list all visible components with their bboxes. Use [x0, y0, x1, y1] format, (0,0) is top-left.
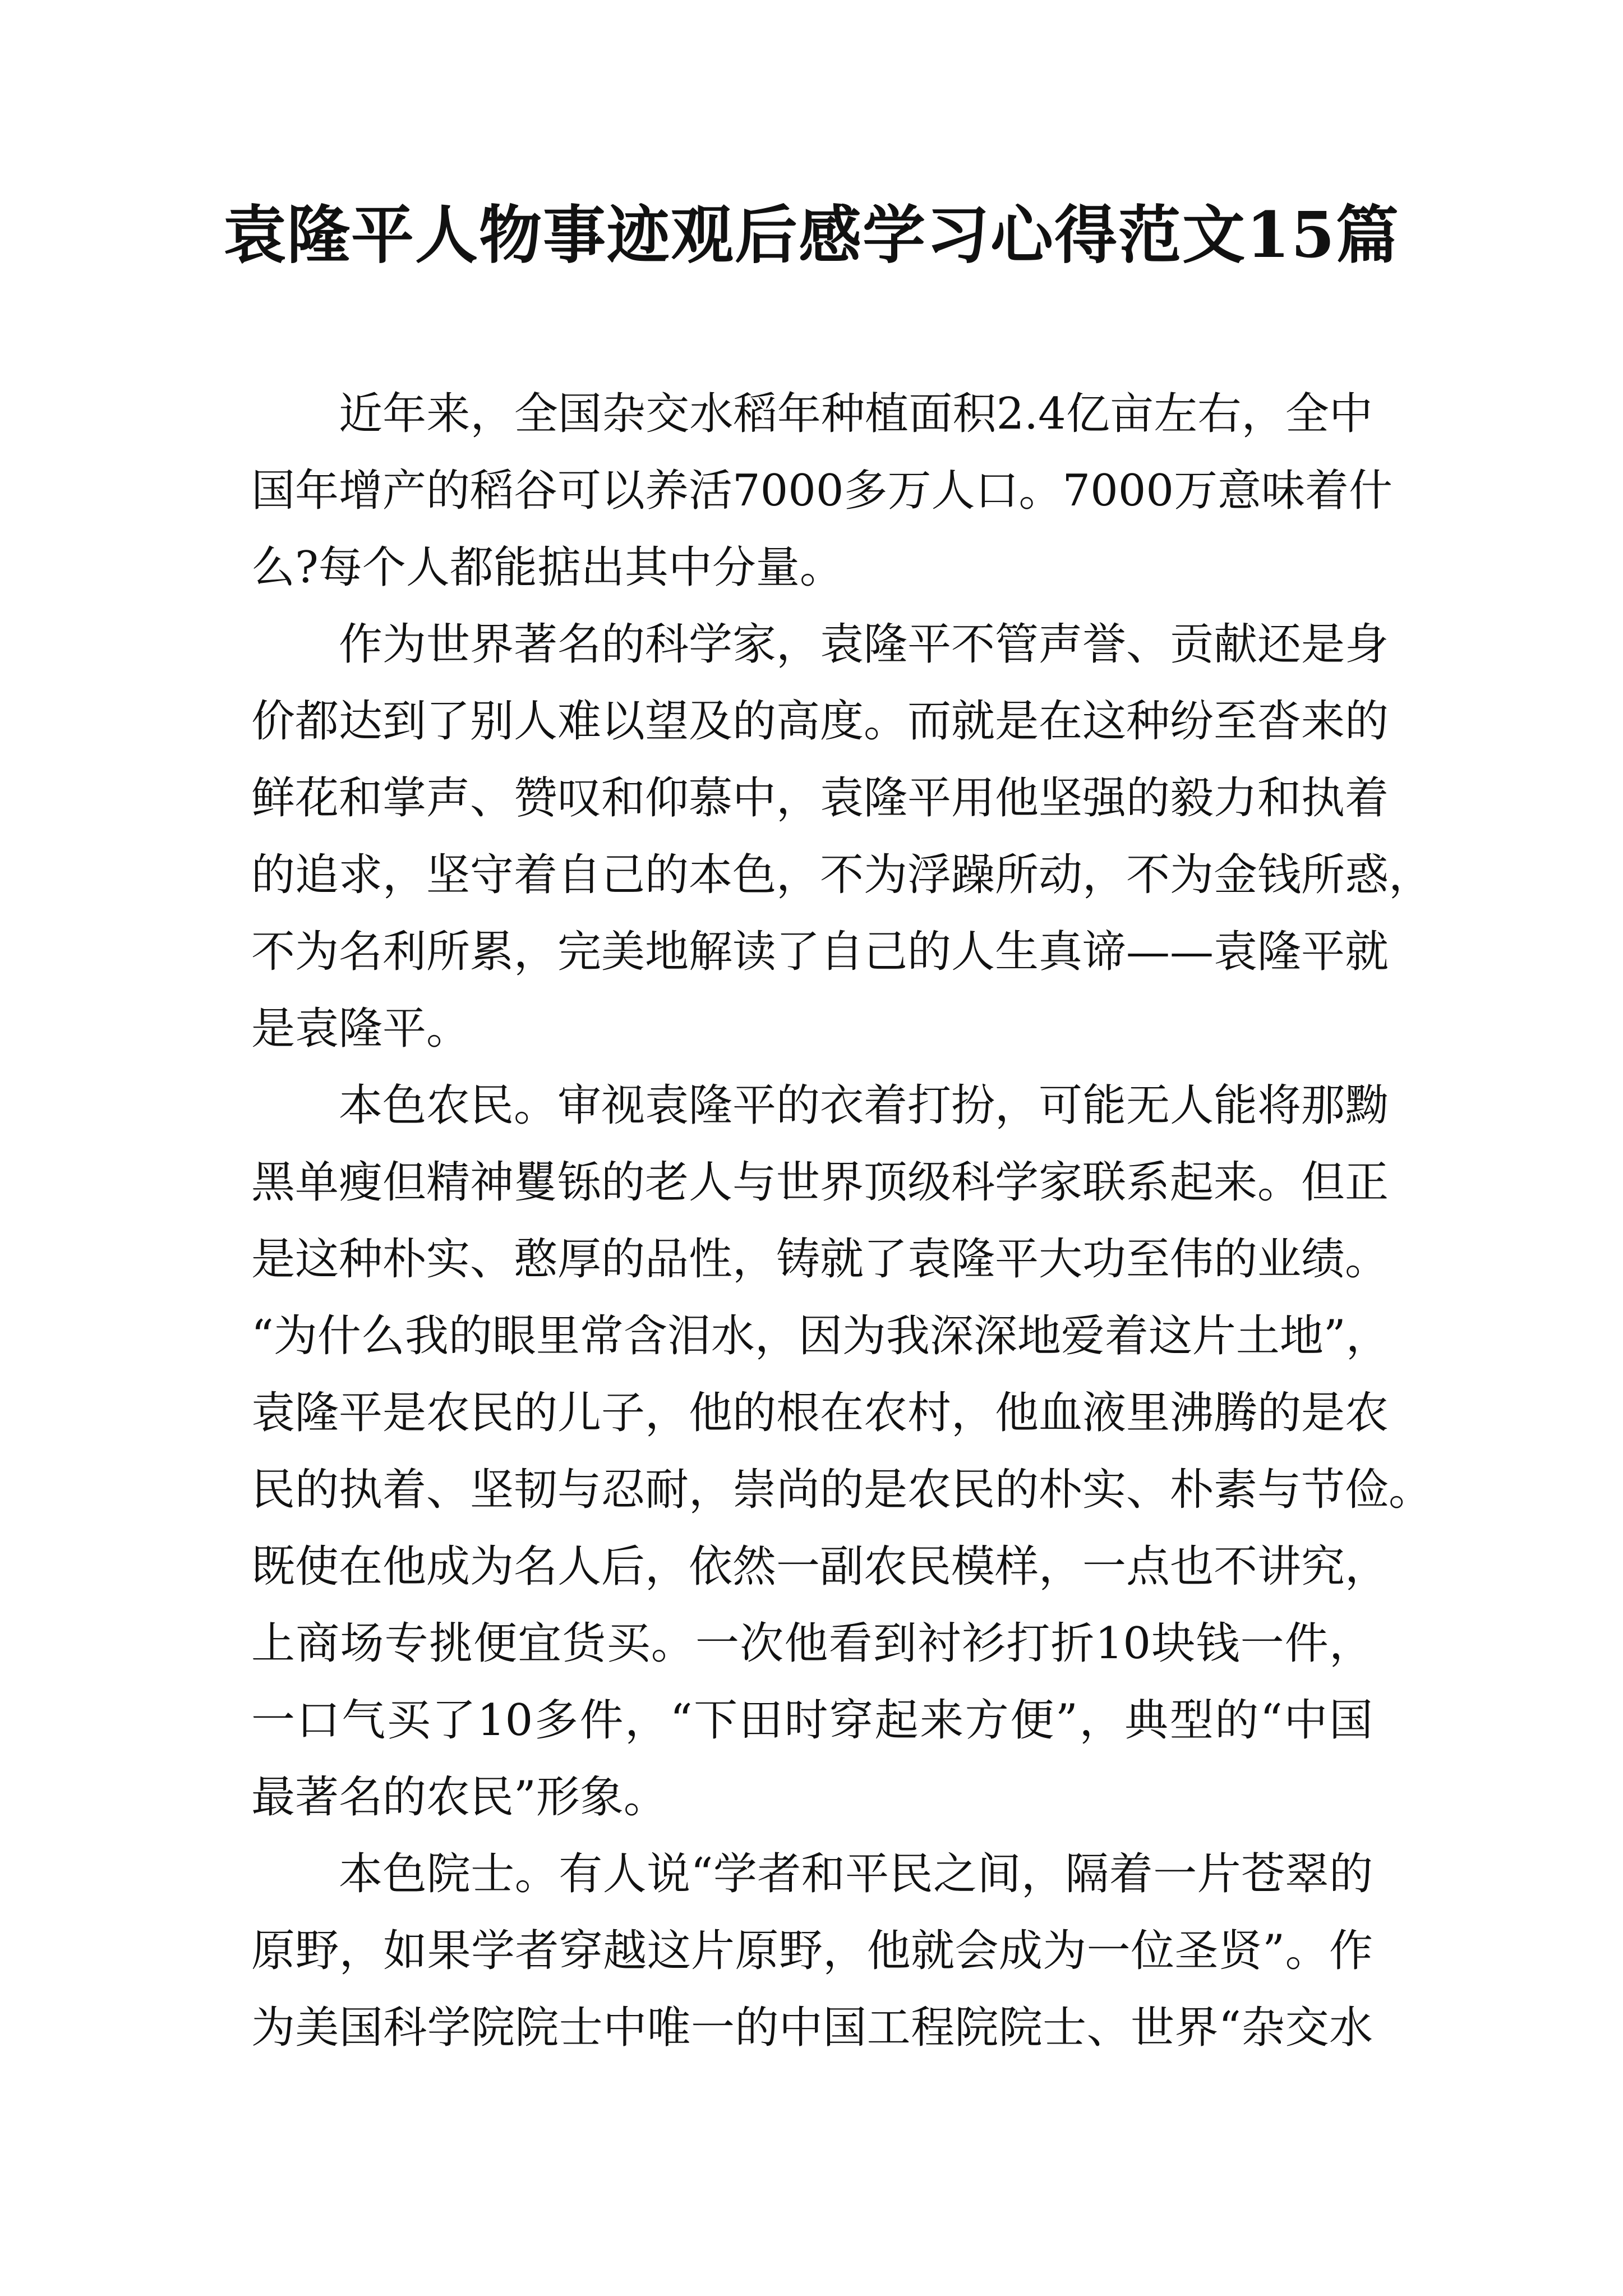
- text-line: 袁隆平是农民的儿子，他的根在农村，他血液里沸腾的是农: [251, 1388, 1389, 1438]
- text-line: 作为世界著名的科学家，袁隆平不管声誉、贡献还是身: [339, 619, 1389, 670]
- text-line: 不为名利所累，完美地解读了自己的人生真谛——袁隆平就: [251, 927, 1389, 977]
- text-line: 是这种朴实、憨厚的品性，铸就了袁隆平大功至伟的业绩。: [251, 1234, 1389, 1285]
- document-body: [251, 376, 1433, 2067]
- text-line: 鲜花和掌声、赞叹和仰慕中，袁隆平用他坚强的毅力和执着: [251, 773, 1389, 823]
- paragraph: [251, 376, 1393, 606]
- text-line: 近年来，全国杂交水稻年种植面积2.4亿亩左右，全中: [339, 389, 1373, 439]
- text-line: 本色院士。有人说“学者和平民之间，隔着一片苍翠的: [339, 1849, 1373, 1899]
- text-line: 一口气买了10多件，“下田时穿起来方便”，典型的“中国: [251, 1695, 1373, 1746]
- text-line: 黑单瘦但精神矍铄的老人与世界顶级科学家联系起来。但正: [251, 1157, 1389, 1208]
- text-line: 原野，如果学者穿越这片原野，他就会成为一位圣贤”。作: [251, 1926, 1373, 1976]
- text-line: 最著名的农民”形象。: [251, 1772, 667, 1823]
- text-line: 民的执着、坚韧与忍耐，崇尚的是农民的朴实、朴素与节俭。: [251, 1465, 1433, 1515]
- paragraph: [251, 1068, 1433, 1836]
- text-line: 上商场专挑便宜货买。一次他看到衬衫打折10块钱一件，: [251, 1618, 1373, 1669]
- text-line: “为什么我的眼里常含泪水，因为我深深地爱着这片土地”，: [251, 1311, 1390, 1361]
- text-line: 价都达到了别人难以望及的高度。而就是在这种纷至沓来的: [251, 696, 1389, 747]
- text-line: 么?每个人都能掂出其中分量。: [251, 542, 843, 593]
- text-line: 本色农民。审视袁隆平的衣着打扮，可能无人能将那黝: [339, 1080, 1389, 1131]
- text-line: 的追求，坚守着自己的本色，不为浮躁所动，不为金钱所惑，: [251, 850, 1433, 900]
- document-title: 袁隆平人物事迹观后感学习心得范文15篇: [223, 199, 1400, 272]
- text-line: 是袁隆平。: [251, 1004, 471, 1054]
- paragraph: [251, 1836, 1373, 2067]
- text-line: 为美国科学院院士中唯一的中国工程院院士、世界“杂交水: [251, 2003, 1373, 2053]
- paragraph: [251, 606, 1433, 1068]
- text-line: 国年增产的稻谷可以养活7000多万人口。7000万意味着什: [251, 466, 1393, 516]
- text-line: 既使在他成为名人后，依然一副农民模样，一点也不讲究，: [251, 1542, 1389, 1592]
